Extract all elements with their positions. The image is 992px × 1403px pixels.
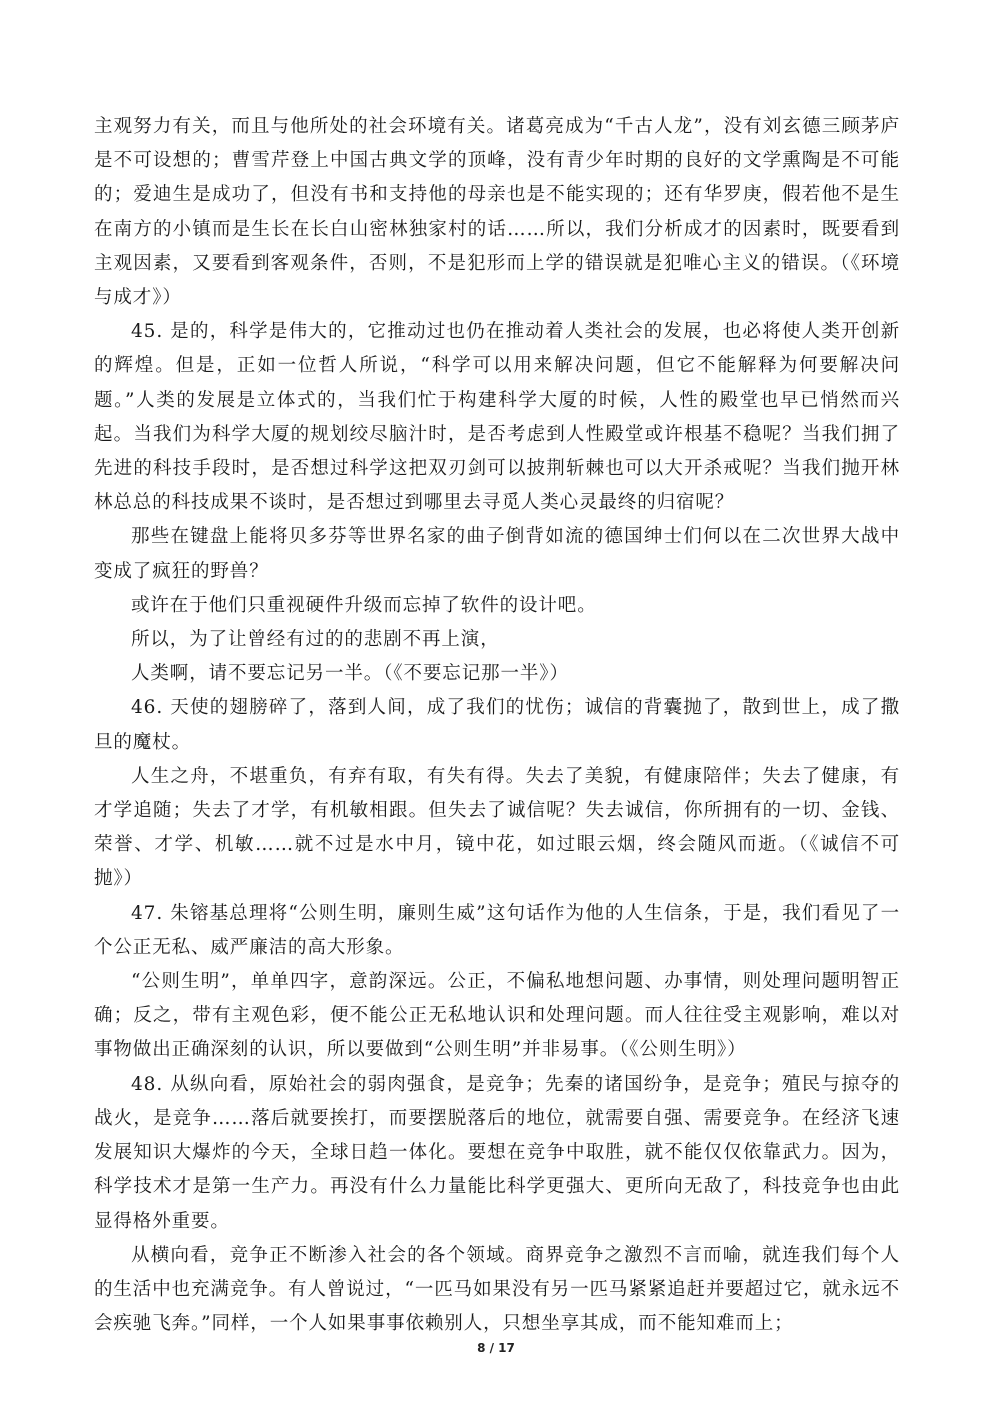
paragraph: 45. 是的，科学是伟大的，它推动过也仍在推动着人类社会的发展，也必将使人类开创新的辉煌。但是，正如一位哲人所说，“科学可以用来解决问题，但它不能解释为何要解决问题。”人类的发展是立体式的，当我们忙于构建科学大厦的时候，人性的殿堂也早已悄然而兴起。当我们为科学大厦的规划绞尽脑汁时，是否考虑到人性殿堂或许根基不稳呢？当我们拥了先进的科技手段时，是否想过科学这把双刃剑可以披荆斩棘也可以大开杀戒呢？当我们抛开林林总总的科技成果不谈时，是否想过到哪里去寻觅人类心灵最终的归宿呢？ (94, 321, 900, 514)
paragraph: 所以，为了让曾经有过的的悲剧不再上演， (131, 629, 500, 651)
paragraph: 46. 天使的翅膀碎了，落到人间，成了我们的忧伤；诚信的背囊抛了，散到世上，成了撒旦的魔杖。 (94, 697, 900, 753)
page-number: 8 / 17 (477, 1341, 515, 1355)
document-body (94, 110, 900, 1341)
paragraph: “公则生明”，单单四字，意韵深远。公正，不偏私地想问题、办事情，则处理问题明智正确；反之，带有主观色彩，便不能公正无私地认识和处理问题。而人往往受主观影响，难以对事物做出正确深刻的认识，所以要做到“公则生明”并非易事。（《公则生明》） (94, 971, 900, 1061)
paragraph: 47. 朱镕基总理将“公则生明，廉则生威”这句话作为他的人生信条，于是，我们看见了一个公正无私、威严廉洁的高大形象。 (94, 902, 900, 958)
paragraph: 从横向看，竞争正不断渗入社会的各个领域。商界竞争之激烈不言而喻，就连我们每个人的生活中也充满竞争。有人曾说过，“一匹马如果没有另一匹马紧紧追赶并要超过它，就永远不会疾驰飞奔。”同样，一个人如果事事依赖别人，只想坐享其成，而不能知难而上； (94, 1244, 900, 1335)
paragraph: 人类啊，请不要忘记另一半。（《不要忘记那一半》） (131, 663, 569, 685)
paragraph: 人生之舟，不堪重负，有弃有取，有失有得。失去了美貌，有健康陪伴；失去了健康，有才学追随；失去了才学，有机敏相跟。但失去了诚信呢？失去诚信，你所拥有的一切、金钱、荣誉、才学、机敏……就不过是水中月，镜中花，如过眼云烟，终会随风而逝。（《诚信不可抛》） (94, 765, 900, 890)
paragraph: 或许在于他们只重视硬件升级而忘掉了软件的设计吧。 (131, 594, 597, 616)
paragraph: 48. 从纵向看，原始社会的弱肉强食，是竞争；先秦的诸国纷争，是竞争；殖民与掠夺的战火，是竞争……落后就要挨打，而要摆脱落后的地位，就需要自强、需要竞争。在经济飞速发展知识大爆炸的今天，全球日趋一体化。要想在竞争中取胜，就不能仅仅依靠武力。因为，科学技术才是第一生产力。再没有什么力量能比科学更强大、更所向无敌了，科技竞争也由此显得格外重要。 (94, 1073, 900, 1232)
paragraph: 主观努力有关，而且与他所处的社会环境有关。诸葛亮成为“千古人龙”，没有刘玄德三顾茅庐是不可设想的；曹雪芹登上中国古典文学的顶峰，没有青少年时期的良好的文学熏陶是不可能的；爱迪生是成功了，但没有书和支持他的母亲也是不能实现的；还有华罗庚，假若他不是生在南方的小镇而是生长在长白山密林独家村的话……所以，我们分析成才的因素时，既要看到主观因素，又要看到客观条件，否则，不是犯形而上学的错误就是犯唯心主义的错误。（《环境与成才》） (94, 116, 900, 309)
paragraph: 那些在键盘上能将贝多芬等世界名家的曲子倒背如流的德国绅士们何以在二次世界大战中变成了疯狂的野兽？ (94, 526, 900, 582)
